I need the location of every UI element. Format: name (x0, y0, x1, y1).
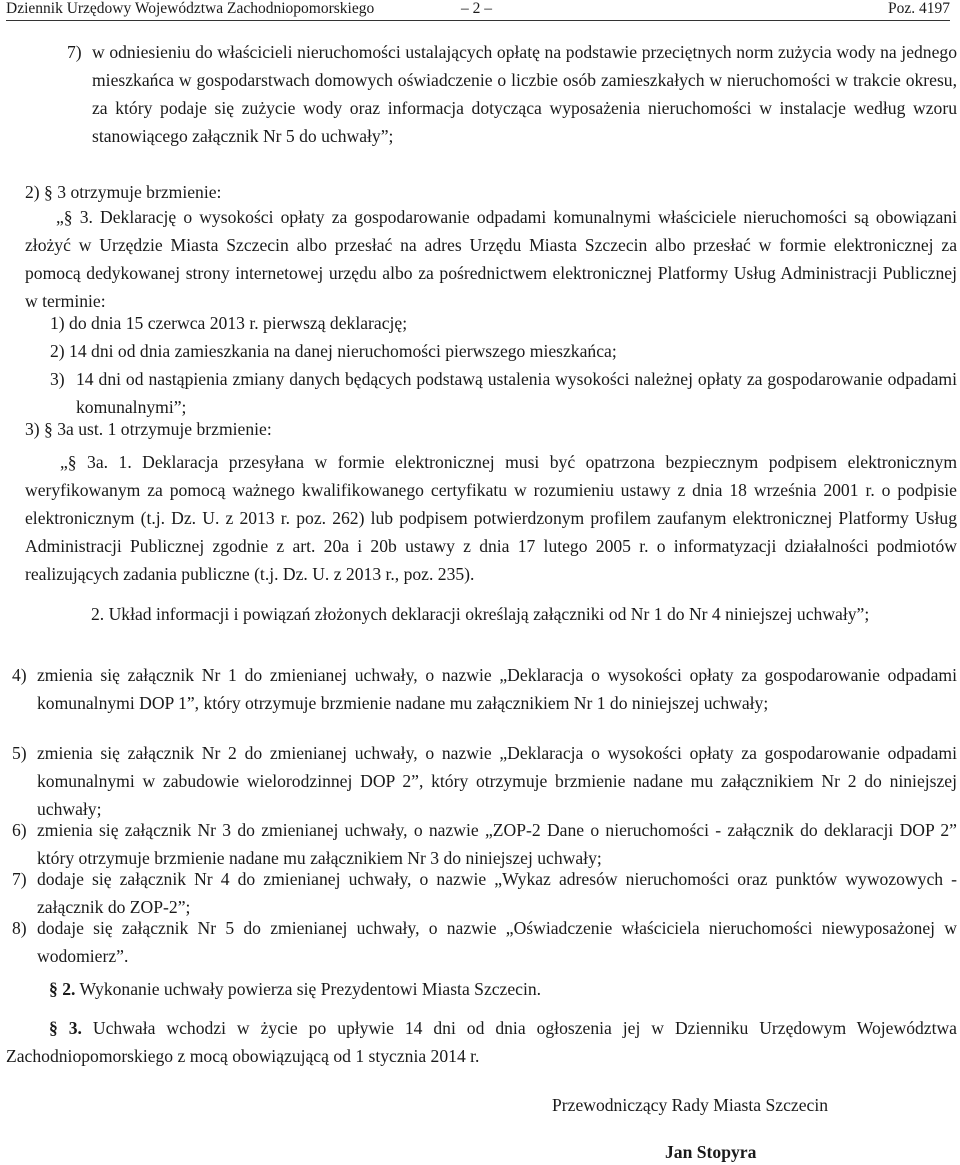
section-2 (25, 975, 955, 1003)
amendment-5-text: zmienia się załącznik Nr 2 do zmienianej uchwały, o nazwie „Deklaracja o wysokości opłaty za gospodarowanie odpadami komunalnymi w zabudowie wielorodzinnej DOP 2”, który otrzymuje brzmienie nadane mu załącznikiem Nr 2 do niniejszej uchwały; (37, 743, 957, 819)
journal-title: Dziennik Urzędowy Województwa Zachodniopomorskiego (6, 0, 375, 17)
signature-name: Jan Stopyra (665, 1142, 757, 1162)
item-7-number: 7) (67, 42, 82, 62)
deadline-1: 1) do dnia 15 czerwca 2013 r. pierwszą deklarację; (50, 313, 408, 333)
page-header (6, 0, 950, 20)
header-rule (6, 20, 950, 21)
amendment-4-number: 4) (12, 665, 27, 685)
amendment-6-number: 6) (12, 820, 27, 840)
item-7-text: w odniesieniu do właścicieli nieruchomości ustalających opłatę na podstawie przeciętnych norm zużycia wody na jednego mieszkańca w gospodarstwach domowych oświadczenie o liczbie osób zamieszkałych w nieruchomości w trakcie okresu, za który podaje się zużycie wody oraz informacja dotycząca wyposażenia nieruchomości w instalacje według wzoru stanowiącego załącznik Nr 5 do uchwały”; (92, 42, 957, 146)
amendment-7-number: 7) (12, 869, 27, 889)
paragraph-3-text (25, 197, 957, 315)
section-2-number: § 2. (49, 979, 76, 999)
paragraph-3a-2: 2. Układ informacji i powiązań złożonych deklaracji określają załączniki od Nr 1 do Nr 4 niniejszej uchwały”; (91, 604, 870, 624)
signature-title: Przewodniczący Rady Miasta Szczecin (552, 1095, 829, 1115)
amendment-5-number: 5) (12, 743, 27, 763)
amendment-4-text: zmienia się załącznik Nr 1 do zmienianej uchwały, o nazwie „Deklaracja o wysokości opłaty za gospodarowanie odpadami komunalnymi DOP 1”, który otrzymuje brzmienie nadane mu załącznikiem Nr 1 do niniejszej uchwały; (37, 665, 957, 713)
deadline-2: 2) 14 dni od dnia zamieszkania na danej nieruchomości pierwszego mieszkańca; (50, 341, 617, 361)
section-3-text: Uchwała wchodzi w życie po upływie 14 dni od dnia ogłoszenia jej w Dzienniku Urzędowym Województwa Zachodniopomorskiego z mocą obowiązującą od 1 stycznia 2014 r. (6, 1018, 957, 1066)
deadline-3-text: 14 dni od nastąpienia zmiany danych będących podstawą ustalenia wysokości należnej opłaty za gospodarowanie odpadami komunalnymi”; (76, 369, 957, 417)
paragraph-3a-1: „§ 3a. 1. Deklaracja przesyłana w formie elektronicznej musi być opatrzona bezpiecznym podpisem elektronicznym weryfikowanym za pomocą ważnego kwalifikowanego certyfikatu w rozumieniu ustawy z dnia 18 września 2001 r. o podpisie elektronicznym (t.j. Dz. U. z 2013 r. poz. 262) lub podpisem potwierdzonym profilem zaufanym elektronicznej Platformy Usług Administracji Publicznej zgodnie z art. 20a i 20b ustawy z dnia 17 lutego 2005 r. o informatyzacji działalności podmiotów realizujących zadania publiczne (t.j. Dz. U. z 2013 r., poz. 235). (25, 452, 957, 584)
amendment-7-text: dodaje się załącznik Nr 4 do zmienianej uchwały, o nazwie „Wykaz adresów nieruchomości oraz punktów wywozowych - załącznik do ZOP-2”; (37, 869, 957, 917)
section-3-number: § 3. (49, 1018, 82, 1038)
section-2-text: Wykonanie uchwały powierza się Prezydentowi Miasta Szczecin. (79, 979, 542, 999)
page-number: – 2 – (461, 0, 492, 17)
position-number: Poz. 4197 (888, 0, 950, 17)
amendment-6-text: zmienia się załącznik Nr 3 do zmienianej uchwały, o nazwie „ZOP-2 Dane o nieruchomości - załącznik do deklaracji DOP 2” który otrzymuje brzmienie nadane mu załącznikiem Nr 3 do niniejszej uchwały; (37, 820, 957, 868)
amendment-3: 3) § 3a ust. 1 otrzymuje brzmienie: (25, 419, 272, 439)
amendment-8-text: dodaje się załącznik Nr 5 do zmienianej uchwały, o nazwie „Oświadczenie właściciela nieruchomości niewyposażonej w wodomierz”. (37, 918, 957, 966)
deadline-3-number: 3) (50, 369, 65, 389)
paragraph-3-body: „§ 3. Deklarację o wysokości opłaty za gospodarowanie odpadami komunalnymi właściciele nieruchomości są obowiązani złożyć w Urzędzie Miasta Szczecin albo przesłać na adres Urzędu Miasta Szczecin albo przesłać w formie elektronicznej za pomocą dedykowanej strony internetowej urzędu albo za pośrednictwem elektronicznej Platformy Usług Administracji Publicznej w terminie: (25, 207, 957, 311)
amendment-2: 2) § 3 otrzymuje brzmienie: (25, 182, 222, 202)
amendment-8-number: 8) (12, 918, 27, 938)
section-3 (6, 1014, 957, 1070)
